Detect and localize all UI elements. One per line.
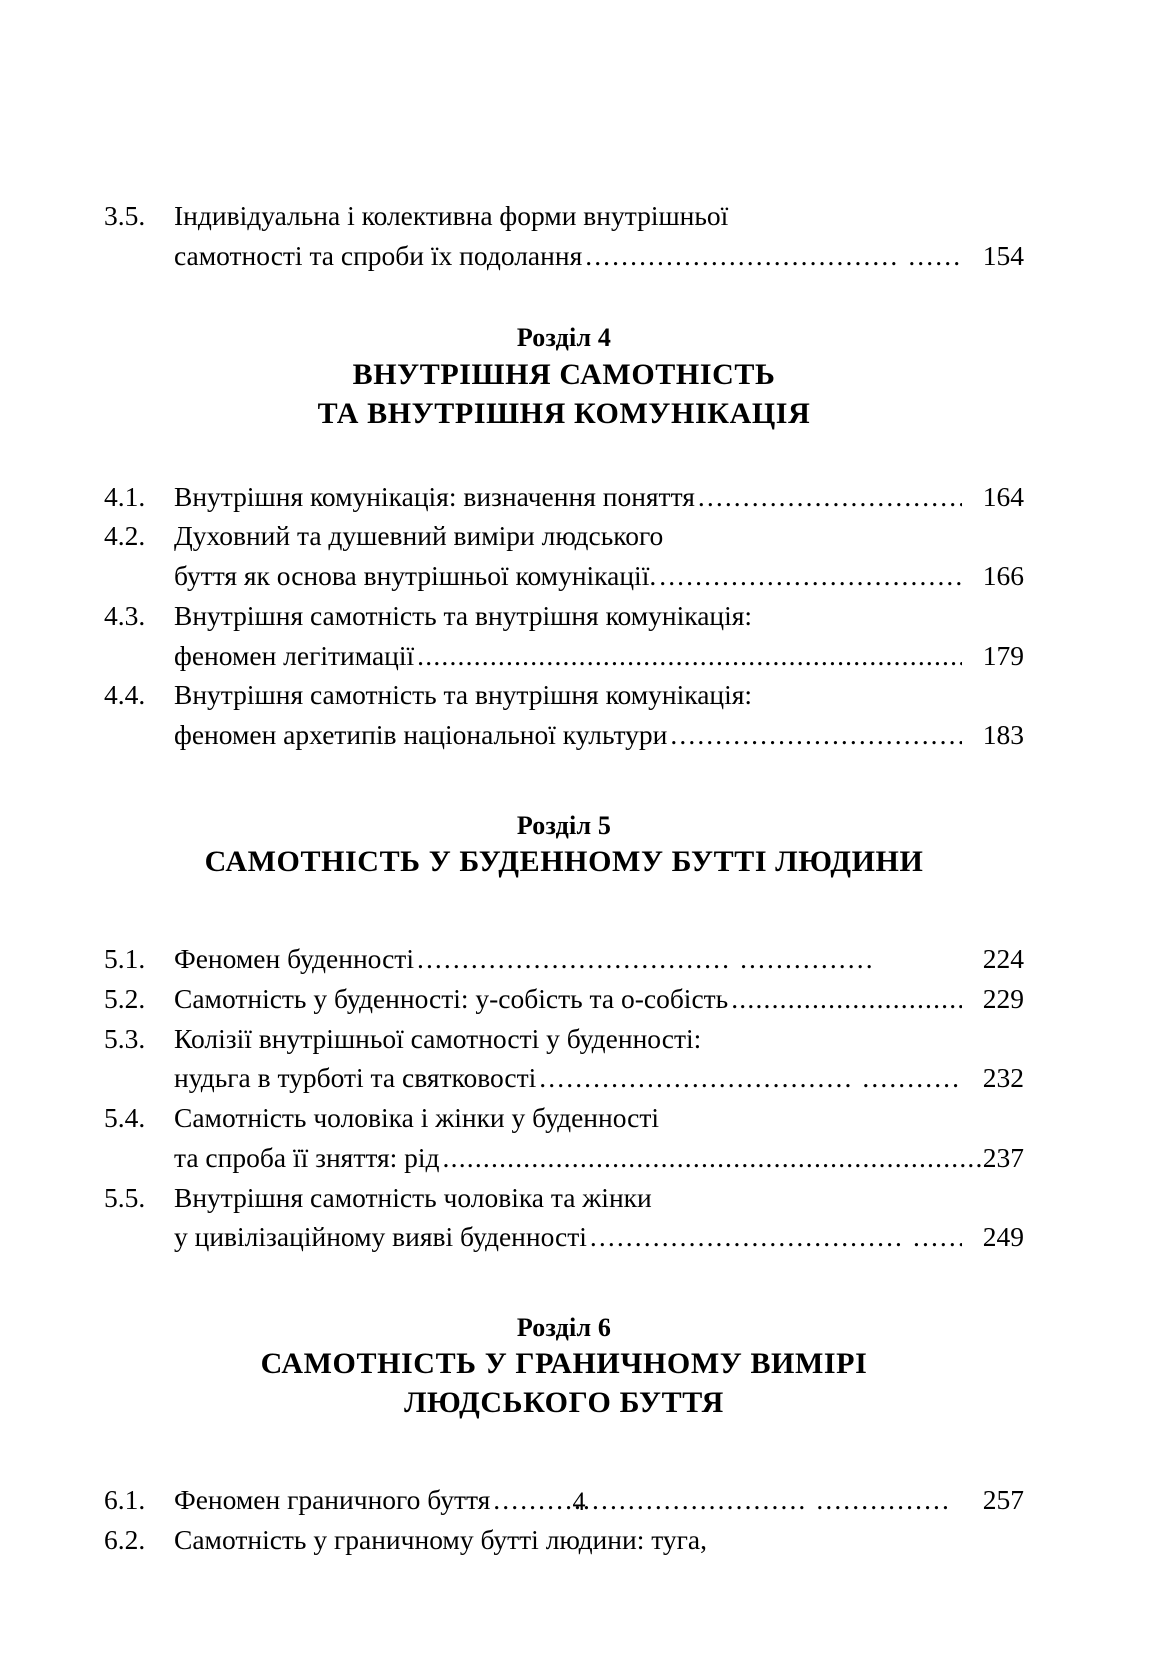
toc-entry-line <box>104 1178 1024 1218</box>
toc-entry-text: феномен легітимації <box>174 639 415 671</box>
toc-entry-number: 5.4. <box>104 1102 146 1134</box>
chapter-title-line: ТА ВНУТРІШНЯ КОМУНІКАЦІЯ <box>317 396 811 430</box>
toc-entry-text: Самотність чоловіка і жінки у буденності <box>174 1102 660 1134</box>
toc-entry-line <box>104 715 1024 755</box>
spacer <box>104 1422 1024 1480</box>
toc-entry-line <box>104 596 1024 636</box>
toc-entry-text: Внутрішня самотність чоловіка та жінки <box>174 1181 652 1213</box>
leader-dots <box>536 1058 962 1098</box>
leader-dots <box>728 979 962 1019</box>
spacer <box>104 275 1024 321</box>
toc-entry-number: 4.3. <box>104 599 146 631</box>
toc-entry-number: 5.2. <box>104 982 146 1014</box>
toc-entry-5-2[interactable] <box>104 979 1024 1019</box>
toc-entry-4-4[interactable] <box>104 675 1024 754</box>
toc-entry-text: Колізії внутрішньої самотності у буденності: <box>174 1022 702 1054</box>
chapter-title-line: САМОТНІСТЬ У ГРАНИЧНОМУ ВИМІРІ <box>260 1347 868 1381</box>
toc-entry-5-3[interactable] <box>104 1019 1024 1098</box>
chapter-title-line: САМОТНІСТЬ У БУДЕННОМУ БУТТІ ЛЮДИНИ <box>204 845 924 879</box>
chapter-title-line: ВНУТРІШНЯ САМОТНІСТЬ <box>352 357 776 391</box>
toc-entry-number: 5.5. <box>104 1181 146 1213</box>
chapter-title <box>104 1344 1024 1422</box>
toc-entry-text: буття як основа внутрішньої комунікації. <box>174 560 657 592</box>
toc-entry-4-2[interactable] <box>104 516 1024 595</box>
toc-entry-line <box>104 196 1024 236</box>
toc-entry-number: 5.1. <box>104 943 146 975</box>
toc-entry-line <box>104 1138 1024 1178</box>
leader-dots <box>440 1138 983 1178</box>
chapter-title <box>104 842 1024 881</box>
toc-entry-line <box>104 516 1024 556</box>
toc-entry-line <box>104 636 1024 676</box>
chapter-label: Розділ 4 <box>516 323 612 353</box>
toc-entry-page: 183 <box>982 719 1024 751</box>
toc-entry-4-1[interactable] <box>104 477 1024 517</box>
toc-entry-number: 6.2. <box>104 1524 146 1556</box>
toc-entry-text: феномен архетипів національної культури <box>174 719 668 751</box>
toc-entry-5-1[interactable] <box>104 939 1024 979</box>
spacer <box>104 433 1024 477</box>
toc-entry-text: Духовний та душевний виміри людського <box>174 520 664 552</box>
toc-entry-line <box>104 1520 1024 1560</box>
chapter-heading-4 <box>104 321 1024 432</box>
toc-entry-line <box>104 1019 1024 1059</box>
toc-entry-page: 249 <box>982 1221 1024 1253</box>
toc-entry-text: Феномен граничного буття <box>174 1484 491 1516</box>
toc-entry-line <box>104 477 1024 517</box>
leader-dots <box>587 1217 962 1257</box>
toc-entry-number: 4.4. <box>104 679 146 711</box>
toc-entry-page: 224 <box>982 943 1024 975</box>
toc-entry-line <box>104 1217 1024 1257</box>
toc-entry-line <box>104 1058 1024 1098</box>
toc-entry-4-3[interactable] <box>104 596 1024 675</box>
toc-entry-text: самотності та спроби їх подолання <box>174 239 583 271</box>
page-number: 4 <box>572 1487 586 1516</box>
toc-entry-3-5[interactable] <box>104 196 1024 275</box>
toc-entry-text: Внутрішня комунікація: визначення поняття <box>174 480 695 512</box>
chapter-heading-6 <box>104 1311 1024 1422</box>
spacer <box>104 1257 1024 1311</box>
toc-entry-number: 3.5. <box>104 200 146 231</box>
spacer <box>104 881 1024 939</box>
toc-entry-line <box>104 556 1024 596</box>
chapter-title-line: ЛЮДСЬКОГО БУТТЯ <box>404 1386 724 1420</box>
toc-entry-line <box>104 675 1024 715</box>
chapter-label: Розділ 5 <box>516 810 612 840</box>
leader-dots <box>414 636 962 676</box>
toc-entry-5-4[interactable] <box>104 1098 1024 1177</box>
chapter-label: Розділ 6 <box>516 1313 612 1343</box>
toc-entry-page: 154 <box>982 239 1024 271</box>
toc-entry-text: та спроба її зняття: рід <box>174 1141 440 1173</box>
toc-entry-number: 6.1. <box>104 1484 146 1516</box>
toc-entry-line <box>104 979 1024 1019</box>
spacer <box>104 755 1024 809</box>
toc-entry-text: у цивілізаційному вияві буденності <box>174 1221 587 1253</box>
toc-entry-text: Феномен буденності <box>174 943 414 975</box>
leader-dots <box>667 715 962 755</box>
toc-entry-5-5[interactable] <box>104 1178 1024 1257</box>
leader-dots <box>695 477 962 517</box>
toc-entry-6-2[interactable] <box>104 1520 1024 1560</box>
toc-entry-text: Внутрішня самотність та внутрішня комунікація: <box>174 599 753 631</box>
chapter-heading-5 <box>104 809 1024 881</box>
toc-entry-line <box>104 1098 1024 1138</box>
toc-entry-number: 5.3. <box>104 1022 146 1054</box>
leader-dots <box>656 556 962 596</box>
toc-entry-line <box>104 236 1024 276</box>
toc-entry-page: 179 <box>982 639 1024 671</box>
toc-entry-text: нудьга в турботі та святковості <box>174 1062 537 1094</box>
toc-entry-page: 237 <box>982 1141 1024 1173</box>
toc-entry-text: Індивідуальна і колективна форми внутрішньої <box>174 200 729 231</box>
leader-dots <box>582 236 962 276</box>
toc-body <box>104 196 1024 1560</box>
toc-entry-text: Внутрішня самотність та внутрішня комунікація: <box>174 679 753 711</box>
toc-entry-number: 4.1. <box>104 480 146 512</box>
toc-entry-number: 4.2. <box>104 520 146 552</box>
toc-entry-page: 232 <box>982 1062 1024 1094</box>
toc-entry-page: 229 <box>982 982 1024 1014</box>
toc-entry-page: 164 <box>982 480 1024 512</box>
toc-entry-page: 166 <box>982 560 1024 592</box>
toc-entry-text: Самотність у граничному бутті людини: туга, <box>174 1524 707 1556</box>
toc-entry-line <box>104 939 1024 979</box>
toc-entry-text: Самотність у буденності: у-собість та о-собість <box>174 982 729 1014</box>
leader-dots <box>414 939 962 979</box>
toc-entry-page: 257 <box>982 1484 1024 1516</box>
chapter-title <box>104 355 1024 433</box>
